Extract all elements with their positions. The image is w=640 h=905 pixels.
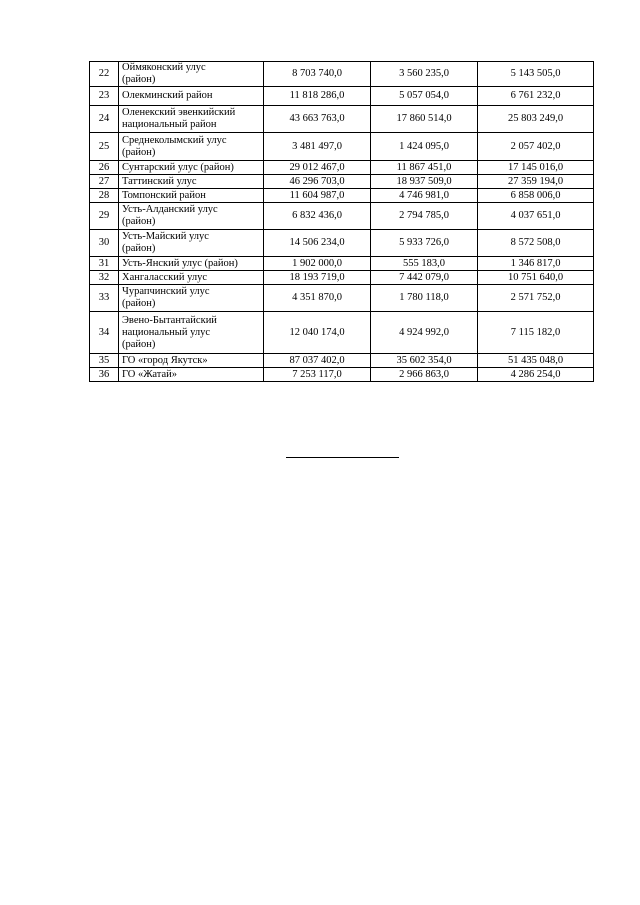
- value-total: 11 604 987,0: [264, 189, 371, 203]
- value-column-3: 17 145 016,0: [478, 161, 594, 175]
- district-name: Томпонский район: [119, 189, 264, 203]
- row-number: 25: [90, 133, 119, 161]
- row-number: 29: [90, 203, 119, 230]
- value-column-3: 1 346 817,0: [478, 257, 594, 271]
- value-column-2: 3 560 235,0: [371, 62, 478, 87]
- value-total: 4 351 870,0: [264, 285, 371, 312]
- district-name: Усть-Алданский улус (район): [119, 203, 264, 230]
- row-number: 36: [90, 368, 119, 382]
- table-row: [90, 257, 594, 271]
- value-column-2: 11 867 451,0: [371, 161, 478, 175]
- value-total: 18 193 719,0: [264, 271, 371, 285]
- row-number: 26: [90, 161, 119, 175]
- district-name: Оленекский эвенкийский национальный район: [119, 106, 264, 133]
- value-column-3: 27 359 194,0: [478, 175, 594, 189]
- row-number: 24: [90, 106, 119, 133]
- value-column-3: 10 751 640,0: [478, 271, 594, 285]
- table-body: [90, 62, 594, 382]
- table-row: [90, 203, 594, 230]
- district-name: Оймяконский улус (район): [119, 62, 264, 87]
- row-number: 28: [90, 189, 119, 203]
- table-row: [90, 106, 594, 133]
- district-name: ГО «город Якутск»: [119, 354, 264, 368]
- table-row: [90, 175, 594, 189]
- value-column-2: 5 933 726,0: [371, 230, 478, 257]
- table-row: [90, 230, 594, 257]
- row-number: 35: [90, 354, 119, 368]
- budget-table: [89, 61, 594, 382]
- value-column-2: 17 860 514,0: [371, 106, 478, 133]
- value-column-2: 1 780 118,0: [371, 285, 478, 312]
- value-column-2: 2 794 785,0: [371, 203, 478, 230]
- value-total: 8 703 740,0: [264, 62, 371, 87]
- value-total: 46 296 703,0: [264, 175, 371, 189]
- table-row: [90, 161, 594, 175]
- row-number: 31: [90, 257, 119, 271]
- district-name: Усть-Янский улус (район): [119, 257, 264, 271]
- district-name: Среднеколымский улус (район): [119, 133, 264, 161]
- table-row: [90, 312, 594, 354]
- value-column-3: 4 286 254,0: [478, 368, 594, 382]
- value-column-3: 5 143 505,0: [478, 62, 594, 87]
- table-row: [90, 271, 594, 285]
- district-name: Сунтарский улус (район): [119, 161, 264, 175]
- row-number: 30: [90, 230, 119, 257]
- value-column-2: 4 924 992,0: [371, 312, 478, 354]
- value-total: 11 818 286,0: [264, 87, 371, 106]
- value-column-3: 7 115 182,0: [478, 312, 594, 354]
- value-total: 12 040 174,0: [264, 312, 371, 354]
- district-name: Чурапчинский улус (район): [119, 285, 264, 312]
- end-of-document-divider: [286, 457, 399, 458]
- value-column-2: 1 424 095,0: [371, 133, 478, 161]
- value-total: 29 012 467,0: [264, 161, 371, 175]
- row-number: 27: [90, 175, 119, 189]
- value-column-2: 2 966 863,0: [371, 368, 478, 382]
- district-name: Хангаласский улус: [119, 271, 264, 285]
- row-number: 33: [90, 285, 119, 312]
- value-total: 6 832 436,0: [264, 203, 371, 230]
- row-number: 23: [90, 87, 119, 106]
- value-column-3: 8 572 508,0: [478, 230, 594, 257]
- table-row: [90, 368, 594, 382]
- row-number: 22: [90, 62, 119, 87]
- table-row: [90, 62, 594, 87]
- district-name: Олекминский район: [119, 87, 264, 106]
- table-row: [90, 189, 594, 203]
- table-row: [90, 133, 594, 161]
- table-row: [90, 285, 594, 312]
- row-number: 34: [90, 312, 119, 354]
- value-column-3: 51 435 048,0: [478, 354, 594, 368]
- value-total: 7 253 117,0: [264, 368, 371, 382]
- value-column-2: 18 937 509,0: [371, 175, 478, 189]
- value-total: 87 037 402,0: [264, 354, 371, 368]
- value-column-3: 6 858 006,0: [478, 189, 594, 203]
- value-total: 1 902 000,0: [264, 257, 371, 271]
- district-name: ГО «Жатай»: [119, 368, 264, 382]
- district-name: Усть-Майский улус (район): [119, 230, 264, 257]
- value-column-2: 7 442 079,0: [371, 271, 478, 285]
- row-number: 32: [90, 271, 119, 285]
- value-column-3: 6 761 232,0: [478, 87, 594, 106]
- value-column-2: 5 057 054,0: [371, 87, 478, 106]
- value-column-2: 4 746 981,0: [371, 189, 478, 203]
- value-total: 43 663 763,0: [264, 106, 371, 133]
- value-column-3: 25 803 249,0: [478, 106, 594, 133]
- value-column-3: 2 571 752,0: [478, 285, 594, 312]
- value-column-2: 555 183,0: [371, 257, 478, 271]
- value-column-3: 4 037 651,0: [478, 203, 594, 230]
- value-column-2: 35 602 354,0: [371, 354, 478, 368]
- district-name: Таттинский улус: [119, 175, 264, 189]
- value-total: 3 481 497,0: [264, 133, 371, 161]
- table-row: [90, 354, 594, 368]
- district-name: Эвено-Бытантайский национальный улус (район): [119, 312, 264, 354]
- value-column-3: 2 057 402,0: [478, 133, 594, 161]
- table-row: [90, 87, 594, 106]
- value-total: 14 506 234,0: [264, 230, 371, 257]
